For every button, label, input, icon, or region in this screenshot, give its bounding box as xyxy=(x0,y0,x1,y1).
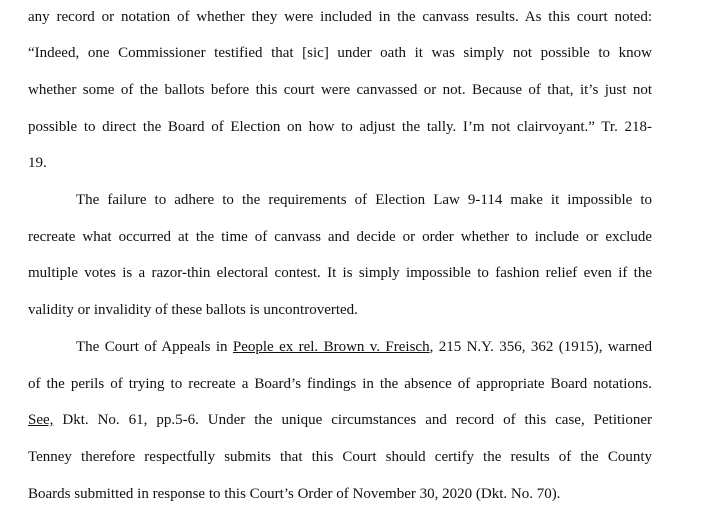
see-signal: See, xyxy=(28,412,54,428)
paragraph-1-line-4: possible to direct the Board of Election on how to adjust the tally. I’m not clairvoyant.” Tr. 218- xyxy=(28,119,652,135)
paragraph-3-line-1 xyxy=(76,337,652,357)
paragraph-3-line-1-pre: The Court of Appeals in xyxy=(76,339,233,355)
paragraph-1-line-1: any record or notation of whether they were included in the canvass results. As this court noted: xyxy=(28,9,652,25)
paragraph-3-line-4: Tenney therefore respectfully submits that this Court should certify the results of the County xyxy=(28,449,652,465)
paragraph-3-line-3-rest: Dkt. No. 61, pp.5-6. Under the unique circumstances and record of this case, Petitioner xyxy=(53,412,652,428)
paragraph-1-line-2: “Indeed, one Commissioner testified that [sic] under oath it was simply not possible to know xyxy=(28,45,652,61)
case-citation: People ex rel. Brown v. Freisch xyxy=(232,339,430,355)
paragraph-3-line-5: Boards submitted in response to this Court’s Order of November 30, 2020 (Dkt. No. 70). xyxy=(28,486,561,502)
paragraph-1-line-3: whether some of the ballots before this court were canvassed or not. Because of that, it’s just not xyxy=(28,82,652,98)
paragraph-1-line-5: 19. xyxy=(28,155,47,171)
paragraph-3-line-3 xyxy=(28,410,652,430)
paragraph-2-line-4: validity or invalidity of these ballots is uncontroverted. xyxy=(28,302,358,318)
paragraph-3-line-2: of the perils of trying to recreate a Board’s findings in the absence of appropriate Board notations. xyxy=(28,376,652,392)
paragraph-3-line-1-post: , 215 N.Y. 356, 362 (1915), warned xyxy=(429,339,652,355)
paragraph-2-line-1: The failure to adhere to the requirements of Election Law 9-114 make it impossible to xyxy=(76,192,652,208)
paragraph-2-line-3: multiple votes is a razor-thin electoral contest. It is simply impossible to fashion relief even if the xyxy=(28,265,652,281)
paragraph-2-line-2: recreate what occurred at the time of canvass and decide or order whether to include or exclude xyxy=(28,229,652,245)
